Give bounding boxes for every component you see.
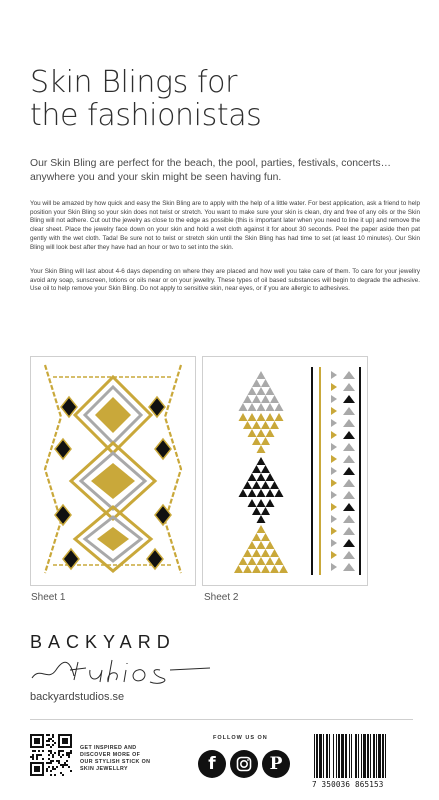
sheet-2-label: Sheet 2 <box>204 592 239 603</box>
instagram-icon[interactable] <box>230 750 258 778</box>
barcode-icon <box>312 734 416 778</box>
chain-left <box>45 365 61 573</box>
brand-script-logo <box>30 656 220 686</box>
stripe-columns <box>311 367 361 575</box>
diamond-bottom <box>75 507 151 571</box>
instagram-glyph <box>236 756 252 772</box>
triangle-pattern <box>234 371 288 573</box>
footer-divider <box>30 719 413 720</box>
website-link[interactable]: backyardstudios.se <box>30 691 125 703</box>
follow-us-label: FOLLOW US ON <box>213 735 268 741</box>
cta-text: GET INSPIRED AND DISCOVER MORE OF OUR STYLISH STICK ON SKIN JEWELLRY <box>80 745 151 772</box>
sheet-2-preview <box>202 356 368 586</box>
qr-code-icon[interactable] <box>30 734 72 776</box>
sheet-1-preview <box>30 356 196 586</box>
title-line-2: the fashionistas <box>30 98 262 133</box>
instructions-paragraph-1: You will be amazed by how quick and easy the Skin Bling are to apply with the help of a little water. For best application, ask a friend to help position your Skin Bling so your skin does not twist or stretch. You want to make sure your skin is clean, dry and free of any oils or the Skin Bling will not adhere. Cut out the jewelry as close to the edge as possible (this is important later when you need to line it up) and remove the clear sheet. Place the jewelry face down on your skin and hold a wet cloth against it for about 30 seconds. Peel the paper aside then pat gently with the wet cloth. Tada! Be sure not to twist or stretch skin until the Skin Bling has had time to set (at least 10 minutes). Our Skin Bling will look best after they have had an hour or two to set into the skin. <box>30 200 420 251</box>
title-line-1: Skin Blings for <box>30 65 238 100</box>
sheet-1-artwork <box>31 357 195 585</box>
instructions-paragraph-2: Your Skin Bling will last about 4-6 days depending on where they are placed and how well you take care of them. To care for your jewellry avoid any soap, sunscreen, lotions or oils near or on your jewellry. These types of oil based substances will begin to degrade the adhesive. Use oil to help remove your Skin Bling. Do not apply to sensitive skin, near eyes, or if you are allergic to adhesives. <box>30 268 420 293</box>
sheet-2-artwork <box>203 357 367 585</box>
intro-text: Our Skin Bling are perfect for the beach, the pool, parties, festivals, concerts… anywhere you and your skin might be seen having fun. <box>30 158 391 183</box>
page-title <box>30 66 420 132</box>
barcode-number: 7 350036 865153 <box>312 780 384 789</box>
facebook-icon[interactable]: f <box>198 750 226 778</box>
pinterest-icon[interactable]: P <box>262 750 290 778</box>
brand-name: BACKYARD <box>30 632 176 652</box>
sheet-1-label: Sheet 1 <box>31 592 66 603</box>
chain-right <box>165 365 181 573</box>
